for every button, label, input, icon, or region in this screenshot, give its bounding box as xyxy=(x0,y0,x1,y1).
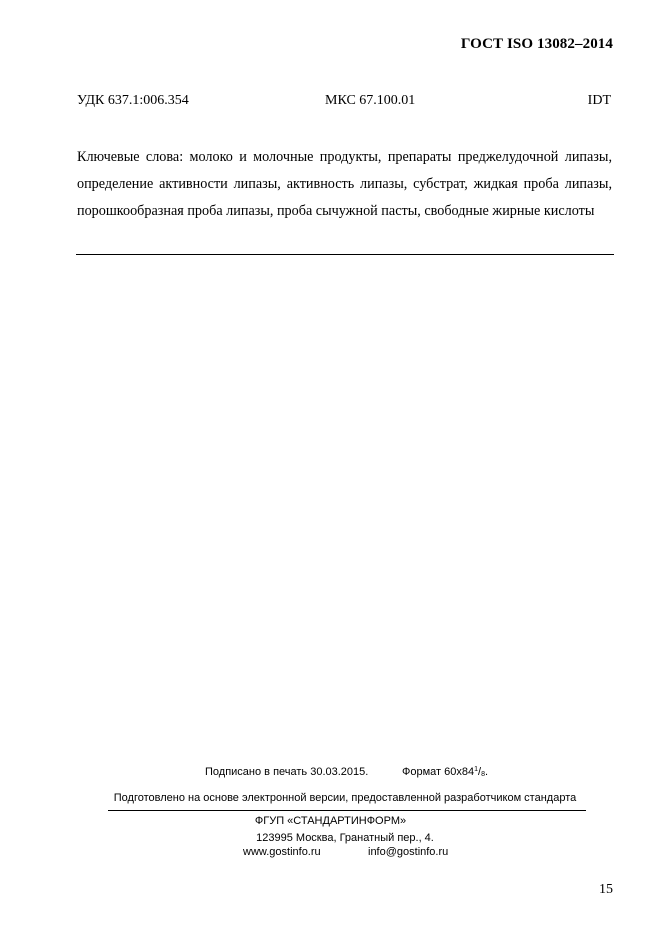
publisher-address: 123995 Москва, Гранатный пер., 4. xyxy=(256,832,434,844)
publisher-name: ФГУП «СТАНДАРТИНФОРМ» xyxy=(254,815,407,827)
publisher-website: www.gostinfo.ru xyxy=(243,846,321,858)
mks-code: МКС 67.100.01 xyxy=(325,93,416,108)
format-suffix: . xyxy=(484,766,489,778)
format-denominator: 8 xyxy=(481,771,485,778)
paper-format: Формат $60x84^1/_8$. xyxy=(402,766,489,778)
imprint-divider xyxy=(108,810,586,811)
prepared-note: Подготовлено на основе электронной версии, предоставленной разработчиком стандарта xyxy=(113,792,577,804)
format-numerator: 1 xyxy=(474,766,479,773)
page-number: 15 xyxy=(599,882,613,897)
udk-code: УДК 637.1:006.354 xyxy=(77,93,189,108)
signed-for-print: Подписано в печать 30.03.2015. xyxy=(205,766,369,778)
keywords-paragraph: Ключевые слова: молоко и молочные продукты, препараты преджелудочной липазы, определение активности липазы, активность липазы, субстрат, жидкая проба липазы, порошкообразная проба липазы, проба сычужной пасты, свободные жирные кислоты xyxy=(77,149,612,219)
divider xyxy=(76,254,614,255)
degree-of-correspondence: IDT xyxy=(587,93,611,108)
document-id: ГОСТ ISO 13082–2014 xyxy=(460,36,613,52)
publisher-email: info@gostinfo.ru xyxy=(368,846,449,858)
format-label: Формат 60x84 xyxy=(402,766,475,778)
